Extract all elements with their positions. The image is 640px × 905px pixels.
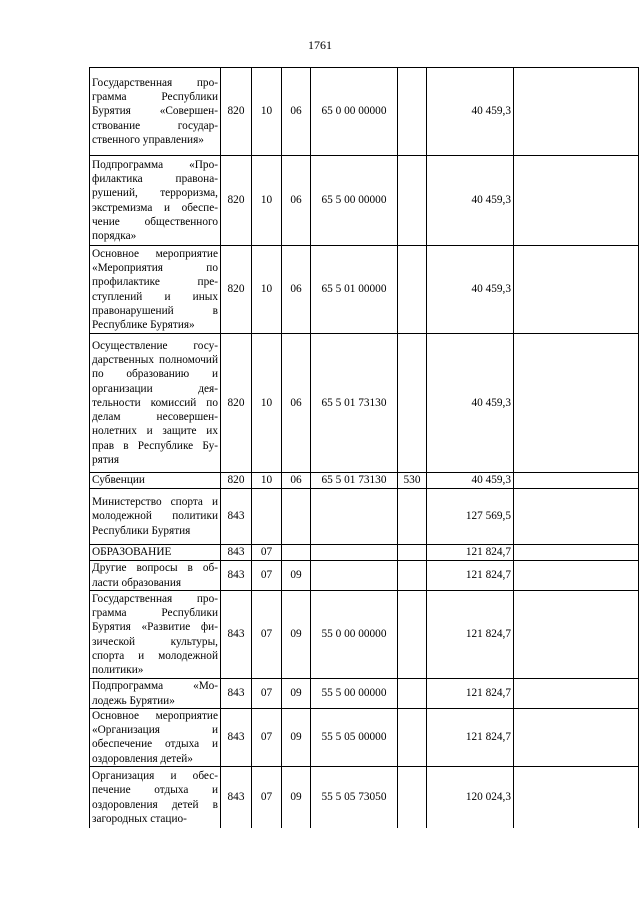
amount-cell: 127 569,5: [427, 489, 514, 545]
subsection-code-cell: 09: [282, 561, 311, 591]
extra-amount-cell: [514, 545, 639, 561]
subsection-code-cell: [282, 545, 311, 561]
ministry-code-cell: 820: [221, 246, 252, 334]
expense-type-cell: [398, 489, 427, 545]
ministry-code-cell: 843: [221, 489, 252, 545]
ministry-code-cell: 820: [221, 334, 252, 473]
table-row: [90, 489, 639, 545]
ministry-code-cell: 843: [221, 561, 252, 591]
subsection-code-cell: 06: [282, 156, 311, 246]
target-article-cell: 55 0 00 00000: [311, 591, 398, 679]
extra-amount-cell: [514, 591, 639, 679]
expense-type-cell: [398, 156, 427, 246]
subsection-code-cell: 09: [282, 709, 311, 767]
amount-cell: 121 824,7: [427, 545, 514, 561]
ministry-code-cell: 843: [221, 679, 252, 709]
expense-type-cell: [398, 246, 427, 334]
amount-cell: 40 459,3: [427, 156, 514, 246]
extra-amount-cell: [514, 709, 639, 767]
row-name-cell: Государственная программа Республики Бурятия «Развитие физической культуры, спорта и молодежной политики»: [90, 591, 221, 679]
expense-type-cell: [398, 68, 427, 156]
subsection-code-cell: 06: [282, 334, 311, 473]
target-article-cell: [311, 545, 398, 561]
table-row: [90, 334, 639, 473]
amount-cell: 120 024,3: [427, 766, 514, 828]
expense-type-cell: 530: [398, 473, 427, 489]
amount-cell: 40 459,3: [427, 246, 514, 334]
row-name-cell: Организация и обеспечение отдыха и оздоровления детей в загородных стацио-: [90, 766, 221, 828]
target-article-cell: 55 5 00 00000: [311, 679, 398, 709]
amount-cell: 121 824,7: [427, 591, 514, 679]
row-name-cell: Другие вопросы в области образования: [90, 561, 221, 591]
subsection-code-cell: [282, 489, 311, 545]
row-name-cell: Министерство спорта и молодежной политики Республики Бурятия: [90, 489, 221, 545]
ministry-code-cell: 843: [221, 709, 252, 767]
extra-amount-cell: [514, 679, 639, 709]
table-row: [90, 545, 639, 561]
target-article-cell: 55 5 05 73050: [311, 766, 398, 828]
section-code-cell: 07: [252, 766, 282, 828]
expense-type-cell: [398, 334, 427, 473]
subsection-code-cell: 06: [282, 246, 311, 334]
section-code-cell: 07: [252, 679, 282, 709]
subsection-code-cell: 06: [282, 68, 311, 156]
section-code-cell: 07: [252, 709, 282, 767]
row-name-cell: Основное мероприятие «Мероприятия по профилактике преступлений и иных правонарушений в Республике Бурятия»: [90, 246, 221, 334]
target-article-cell: 65 0 00 00000: [311, 68, 398, 156]
extra-amount-cell: [514, 334, 639, 473]
extra-amount-cell: [514, 156, 639, 246]
extra-amount-cell: [514, 473, 639, 489]
section-code-cell: 10: [252, 246, 282, 334]
extra-amount-cell: [514, 766, 639, 828]
amount-cell: 121 824,7: [427, 561, 514, 591]
table-row: [90, 709, 639, 767]
section-code-cell: 07: [252, 591, 282, 679]
target-article-cell: 65 5 00 00000: [311, 156, 398, 246]
expense-type-cell: [398, 545, 427, 561]
section-code-cell: [252, 489, 282, 545]
target-article-cell: 65 5 01 00000: [311, 246, 398, 334]
row-name-cell: Подпрограмма «Молодежь Бурятии»: [90, 679, 221, 709]
subsection-code-cell: 09: [282, 679, 311, 709]
budget-table: [89, 67, 639, 828]
amount-cell: 40 459,3: [427, 334, 514, 473]
ministry-code-cell: 820: [221, 68, 252, 156]
target-article-cell: 65 5 01 73130: [311, 473, 398, 489]
row-name-cell: Основное мероприятие «Организация и обеспечение отдыха и оздоровления детей»: [90, 709, 221, 767]
table-row: [90, 561, 639, 591]
extra-amount-cell: [514, 561, 639, 591]
table-row: [90, 68, 639, 156]
extra-amount-cell: [514, 246, 639, 334]
table-row: [90, 679, 639, 709]
ministry-code-cell: 843: [221, 766, 252, 828]
expense-type-cell: [398, 709, 427, 767]
page-number: 1761: [308, 38, 332, 52]
ministry-code-cell: 820: [221, 473, 252, 489]
ministry-code-cell: 843: [221, 591, 252, 679]
expense-type-cell: [398, 591, 427, 679]
amount-cell: 121 824,7: [427, 709, 514, 767]
section-code-cell: 10: [252, 334, 282, 473]
amount-cell: 40 459,3: [427, 473, 514, 489]
table-row: [90, 766, 639, 828]
expense-type-cell: [398, 561, 427, 591]
row-name-cell: ОБРАЗОВАНИЕ: [90, 545, 221, 561]
row-name-cell: Подпрограмма «Профилактика правонарушений, терроризма, экстремизма и обеспечение общественного порядка»: [90, 156, 221, 246]
section-code-cell: 07: [252, 561, 282, 591]
row-name-cell: Осуществление государственных полномочий по образованию и организации деятельности комиссий по делам несовершеннолетних и защите их прав в Республике Бурятия: [90, 334, 221, 473]
section-code-cell: 07: [252, 545, 282, 561]
table-row: [90, 473, 639, 489]
expense-type-cell: [398, 766, 427, 828]
expense-type-cell: [398, 679, 427, 709]
row-name-cell: Субвенции: [90, 473, 221, 489]
subsection-code-cell: 09: [282, 766, 311, 828]
table-row: [90, 246, 639, 334]
subsection-code-cell: 06: [282, 473, 311, 489]
section-code-cell: 10: [252, 156, 282, 246]
target-article-cell: 55 5 05 00000: [311, 709, 398, 767]
table-row: [90, 156, 639, 246]
section-code-cell: 10: [252, 473, 282, 489]
target-article-cell: 65 5 01 73130: [311, 334, 398, 473]
target-article-cell: [311, 489, 398, 545]
amount-cell: 121 824,7: [427, 679, 514, 709]
amount-cell: 40 459,3: [427, 68, 514, 156]
ministry-code-cell: 843: [221, 545, 252, 561]
ministry-code-cell: 820: [221, 156, 252, 246]
subsection-code-cell: 09: [282, 591, 311, 679]
row-name-cell: Государственная программа Республики Бурятия «Совершенствование государственного управления»: [90, 68, 221, 156]
extra-amount-cell: [514, 68, 639, 156]
extra-amount-cell: [514, 489, 639, 545]
table-row: [90, 591, 639, 679]
target-article-cell: [311, 561, 398, 591]
section-code-cell: 10: [252, 68, 282, 156]
